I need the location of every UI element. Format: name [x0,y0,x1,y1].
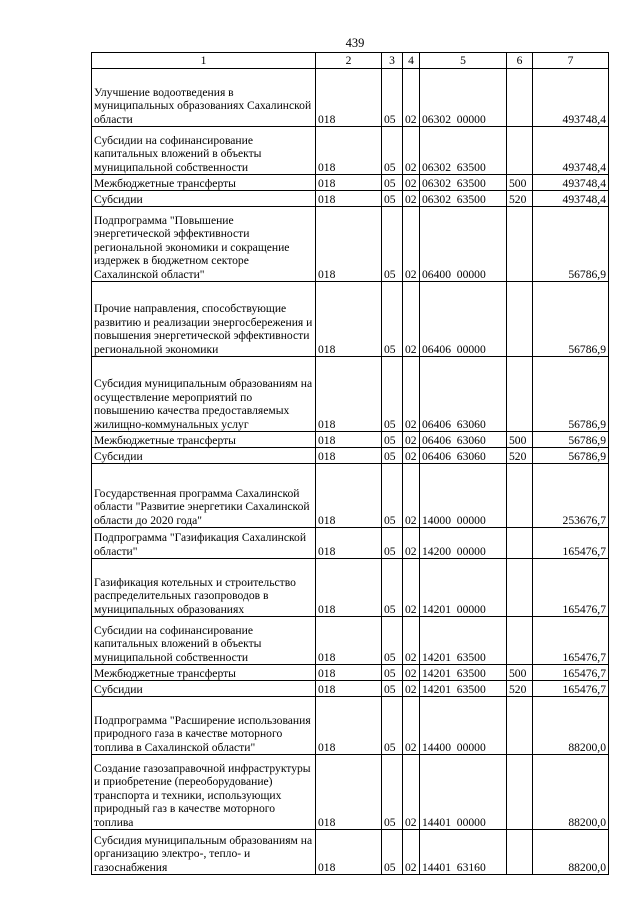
ministry-code-cell: 018 [316,755,382,830]
section-code-cell: 05 [382,69,403,127]
expense-type-code-cell [507,357,533,432]
expense-type-code-cell: 520 [507,191,533,207]
subsection-code-cell: 02 [403,175,420,191]
amount-cell: 56786,9 [533,207,609,282]
subsection-code-cell: 02 [403,69,420,127]
section-code-cell: 05 [382,432,403,448]
table-row [92,681,609,697]
ministry-code-cell: 018 [316,432,382,448]
budget-table [91,52,609,875]
expense-type-code-cell [507,282,533,357]
header-cell: 1 [92,53,316,69]
target-article-code-cell: 06406 63060 [420,432,507,448]
target-article-code-cell: 14201 00000 [420,559,507,617]
table-row [92,432,609,448]
section-code-cell: 05 [382,681,403,697]
section-code-cell: 05 [382,448,403,464]
expense-type-code-cell [507,127,533,175]
target-article-code-cell: 14200 00000 [420,528,507,559]
section-code-cell: 05 [382,617,403,665]
item-name-cell: Улучшение водоотведения в муниципальных образованиях Сахалинской области [92,69,316,127]
item-name-cell: Субсидии [92,448,316,464]
amount-cell: 165476,7 [533,528,609,559]
amount-cell: 253676,7 [533,464,609,528]
subsection-code-cell: 02 [403,559,420,617]
item-name-cell: Государственная программа Сахалинской области "Развитие энергетики Сахалинской области до 2020 года" [92,464,316,528]
item-name-cell: Газификация котельных и строительство распределительных газопроводов в муниципальных образованиях [92,559,316,617]
target-article-code-cell: 06302 63500 [420,191,507,207]
table-row [92,127,609,175]
expense-type-code-cell: 500 [507,665,533,681]
item-name-cell: Прочие направления, способствующие развитию и реализации энергосбережения и повышения энергетической эффективности региональной экономики [92,282,316,357]
table-row [92,755,609,830]
amount-cell: 88200,0 [533,755,609,830]
page-number: 439 [345,36,365,50]
section-code-cell: 05 [382,528,403,559]
expense-type-code-cell [507,617,533,665]
ministry-code-cell: 018 [316,830,382,875]
target-article-code-cell: 06302 63500 [420,175,507,191]
expense-type-code-cell: 520 [507,448,533,464]
section-code-cell: 05 [382,357,403,432]
item-name-cell: Подпрограмма "Расширение использования природного газа в качестве моторного топлива в Сахалинской области" [92,697,316,755]
subsection-code-cell: 02 [403,448,420,464]
amount-cell: 56786,9 [533,357,609,432]
expense-type-code-cell: 500 [507,432,533,448]
ministry-code-cell: 018 [316,464,382,528]
amount-cell: 165476,7 [533,665,609,681]
section-code-cell: 05 [382,127,403,175]
amount-cell: 493748,4 [533,127,609,175]
amount-cell: 88200,0 [533,697,609,755]
target-article-code-cell: 14201 63500 [420,617,507,665]
item-name-cell: Субсидии [92,191,316,207]
target-article-code-cell: 06302 63500 [420,127,507,175]
table-row [92,282,609,357]
item-name-cell: Межбюджетные трансферты [92,665,316,681]
table-row [92,559,609,617]
table-row [92,464,609,528]
amount-cell: 165476,7 [533,617,609,665]
section-code-cell: 05 [382,464,403,528]
section-code-cell: 05 [382,755,403,830]
section-code-cell: 05 [382,559,403,617]
item-name-cell: Субсидии [92,681,316,697]
target-article-code-cell: 14000 00000 [420,464,507,528]
amount-cell: 165476,7 [533,559,609,617]
expense-type-code-cell [507,528,533,559]
expense-type-code-cell [507,697,533,755]
header-cell: 3 [382,53,403,69]
item-name-cell: Субсидия муниципальным образованиям на организацию электро-, тепло- и газоснабжения [92,830,316,875]
ministry-code-cell: 018 [316,665,382,681]
table-row [92,191,609,207]
subsection-code-cell: 02 [403,207,420,282]
item-name-cell: Подпрограмма "Повышение энергетической эффективности региональной экономики и сокращение издержек в бюджетном секторе Сахалинской области" [92,207,316,282]
subsection-code-cell: 02 [403,665,420,681]
table-header-row [92,53,609,69]
target-article-code-cell: 14201 63500 [420,665,507,681]
target-article-code-cell: 14400 00000 [420,697,507,755]
subsection-code-cell: 02 [403,528,420,559]
subsection-code-cell: 02 [403,282,420,357]
item-name-cell: Подпрограмма "Газификация Сахалинской области" [92,528,316,559]
header-cell: 4 [403,53,420,69]
section-code-cell: 05 [382,191,403,207]
ministry-code-cell: 018 [316,559,382,617]
amount-cell: 56786,9 [533,448,609,464]
item-name-cell: Межбюджетные трансферты [92,175,316,191]
subsection-code-cell: 02 [403,357,420,432]
expense-type-code-cell [507,69,533,127]
target-article-code-cell: 06302 00000 [420,69,507,127]
subsection-code-cell: 02 [403,127,420,175]
table-row [92,528,609,559]
amount-cell: 56786,9 [533,282,609,357]
subsection-code-cell: 02 [403,830,420,875]
subsection-code-cell: 02 [403,681,420,697]
ministry-code-cell: 018 [316,697,382,755]
ministry-code-cell: 018 [316,681,382,697]
amount-cell: 493748,4 [533,175,609,191]
ministry-code-cell: 018 [316,127,382,175]
target-article-code-cell: 06406 63060 [420,448,507,464]
expense-type-code-cell: 520 [507,681,533,697]
section-code-cell: 05 [382,830,403,875]
table-row [92,665,609,681]
amount-cell: 56786,9 [533,432,609,448]
table-row [92,175,609,191]
section-code-cell: 05 [382,175,403,191]
section-code-cell: 05 [382,665,403,681]
table-row [92,207,609,282]
expense-type-code-cell [507,830,533,875]
target-article-code-cell: 14401 63160 [420,830,507,875]
ministry-code-cell: 018 [316,282,382,357]
ministry-code-cell: 018 [316,617,382,665]
target-article-code-cell: 06406 00000 [420,282,507,357]
table-row [92,617,609,665]
target-article-code-cell: 06406 63060 [420,357,507,432]
ministry-code-cell: 018 [316,191,382,207]
item-name-cell: Создание газозаправочной инфраструктуры и приобретение (переоборудование) транспорта и техники, использующих природный газ в качестве моторного топлива [92,755,316,830]
table-row [92,69,609,127]
ministry-code-cell: 018 [316,528,382,559]
header-cell: 6 [507,53,533,69]
expense-type-code-cell [507,464,533,528]
item-name-cell: Межбюджетные трансферты [92,432,316,448]
subsection-code-cell: 02 [403,464,420,528]
ministry-code-cell: 018 [316,357,382,432]
amount-cell: 493748,4 [533,69,609,127]
ministry-code-cell: 018 [316,448,382,464]
section-code-cell: 05 [382,697,403,755]
table-row [92,357,609,432]
header-cell: 2 [316,53,382,69]
subsection-code-cell: 02 [403,755,420,830]
target-article-code-cell: 14401 00000 [420,755,507,830]
section-code-cell: 05 [382,207,403,282]
table-row [92,448,609,464]
header-cell: 7 [533,53,609,69]
amount-cell: 88200,0 [533,830,609,875]
item-name-cell: Субсидии на софинансирование капитальных вложений в объекты муниципальной собственности [92,617,316,665]
ministry-code-cell: 018 [316,207,382,282]
item-name-cell: Субсидия муниципальным образованиям на осуществление мероприятий по повышению качества предоставляемых жилищно-коммунальных услуг [92,357,316,432]
amount-cell: 493748,4 [533,191,609,207]
ministry-code-cell: 018 [316,69,382,127]
table-row [92,830,609,875]
expense-type-code-cell [507,559,533,617]
table-body [92,53,609,875]
expense-type-code-cell [507,755,533,830]
section-code-cell: 05 [382,282,403,357]
item-name-cell: Субсидии на софинансирование капитальных вложений в объекты муниципальной собственности [92,127,316,175]
target-article-code-cell: 14201 63500 [420,681,507,697]
target-article-code-cell: 06400 00000 [420,207,507,282]
table-row [92,697,609,755]
subsection-code-cell: 02 [403,617,420,665]
subsection-code-cell: 02 [403,191,420,207]
expense-type-code-cell: 500 [507,175,533,191]
header-cell: 5 [420,53,507,69]
subsection-code-cell: 02 [403,697,420,755]
expense-type-code-cell [507,207,533,282]
ministry-code-cell: 018 [316,175,382,191]
subsection-code-cell: 02 [403,432,420,448]
amount-cell: 165476,7 [533,681,609,697]
